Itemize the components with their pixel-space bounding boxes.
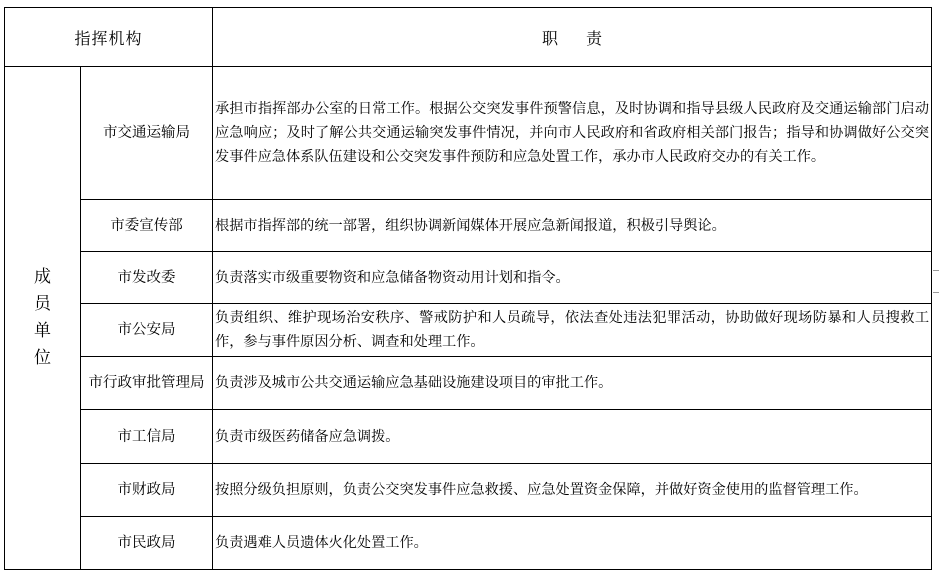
duty-text-cell: 承担市指挥部办公室的日常工作。根据公交突发事件预警信息，及时协调和指导县级人民政府及交通运输部门启动应急响应；及时了解公共交通运输突发事件情况，并向市人民政府和省政府相关部门报告；指导和协调做好公交突发事件应急体系队伍建设和公交突发事件预防和应急处置工作，承办市人民政府交办的有关工作。 [213,67,932,200]
duty-text-cell: 负责落实市级重要物资和应急储备物资动用计划和指令。 [213,252,932,304]
duty-text-cell: 负责市级医药储备应急调拨。 [213,410,932,464]
org-name-cell: 市交通运输局 [81,67,213,200]
org-name-cell: 市公安局 [81,304,213,357]
org-name-cell: 市发改委 [81,252,213,304]
duty-text-cell: 按照分级负担原则，负责公交突发事件应急救援、应急处置资金保障，并做好资金使用的监督管理工作。 [213,464,932,517]
org-name-cell: 市财政局 [81,464,213,517]
org-name-cell: 市工信局 [81,410,213,464]
org-name-cell: 市委宣传部 [81,200,213,252]
duty-table [4,7,932,570]
duty-text-cell: 负责涉及城市公共交通运输应急基础设施建设项目的审批工作。 [213,357,932,410]
table-row [5,357,932,410]
table-row [5,252,932,304]
table-row [5,67,932,200]
duty-text-cell: 负责遇难人员遗体火化处置工作。 [213,517,932,570]
table-row [5,464,932,517]
header-org-cell [5,8,213,67]
page-edge-marker [933,270,939,271]
group-label: 成员单位 [34,267,51,368]
duty-text-cell: 负责组织、维护现场治安秩序、警戒防护和人员疏导，依法查处违法犯罪活动，协助做好现场防暴和人员搜救工作，参与事件原因分析、调查和处理工作。 [213,304,932,357]
org-name-cell: 市行政审批管理局 [81,357,213,410]
header-duty-cell [213,8,932,67]
duty-text-cell: 根据市指挥部的统一部署，组织协调新闻媒体开展应急新闻报道，积极引导舆论。 [213,200,932,252]
table-row [5,304,932,357]
table-row [5,517,932,570]
table-header-row [5,8,932,67]
group-cell [5,67,81,570]
page-edge-marker [933,292,939,293]
header-org-label: 指挥机构 [74,28,143,48]
table-row [5,410,932,464]
org-name-cell: 市民政局 [81,517,213,570]
table-row [5,200,932,252]
header-duty-label: 职责 [542,28,631,48]
